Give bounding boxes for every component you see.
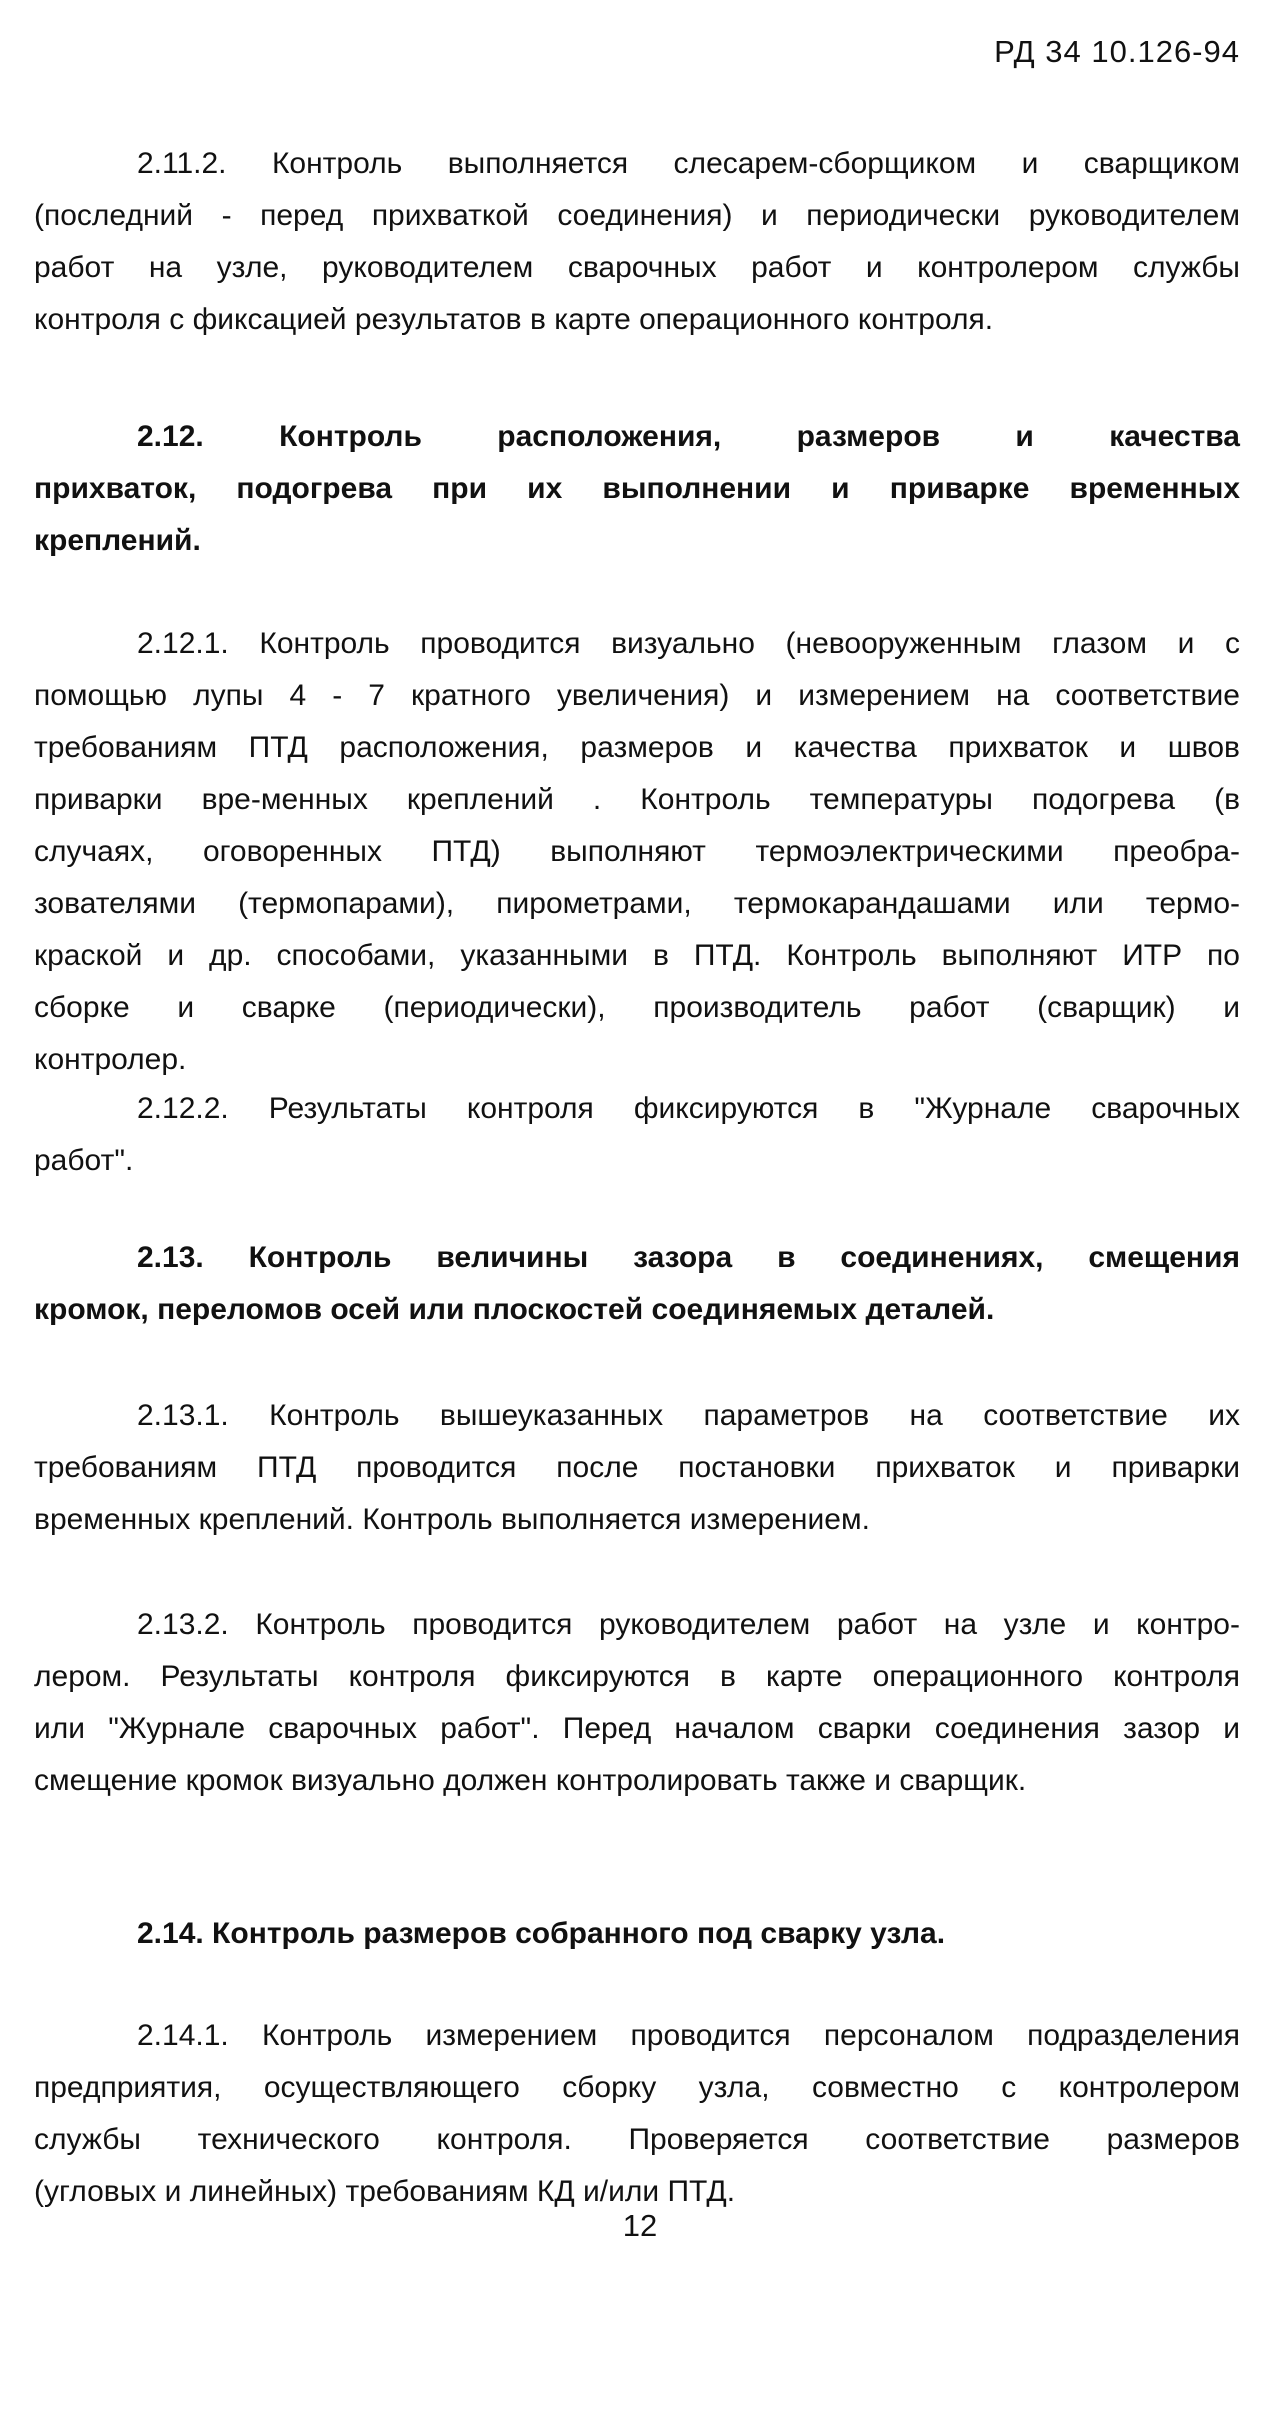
text-line: (последний - перед прихваткой соединения) и периодически руководителем xyxy=(34,199,1240,232)
text-line: 2.13.2. Контроль проводится руководителем работ на узле и контро- xyxy=(137,1608,1240,1641)
paragraph xyxy=(34,1599,1240,1807)
text-line: 2.13. Контроль величины зазора в соединениях, смещения xyxy=(137,1241,1240,1274)
text-line: креплений. xyxy=(34,524,201,557)
text-line: работ". xyxy=(34,1144,134,1177)
page-number: 12 xyxy=(622,2208,658,2243)
text-line: 2.11.2. Контроль выполняется слесарем-сборщиком и сварщиком xyxy=(137,147,1240,180)
text-line: работ на узле, руководителем сварочных работ и контролером службы xyxy=(34,251,1240,284)
text-line: 2.14. Контроль размеров собранного под сварку узла. xyxy=(137,1917,946,1950)
text-line: службы технического контроля. Проверяется соответствие размеров xyxy=(34,2123,1240,2156)
text-line: контроля с фиксацией результатов в карте операционного контроля. xyxy=(34,303,994,336)
text-line: смещение кромок визуально должен контролировать также и сварщик. xyxy=(34,1764,1027,1797)
text-line: сборке и сварке (периодически), производитель работ (сварщик) и xyxy=(34,991,1240,1024)
text-line: 2.12.1. Контроль проводится визуально (невооруженным глазом и с xyxy=(137,627,1240,660)
text-line: требованиям ПТД расположения, размеров и качества прихваток и швов xyxy=(34,731,1240,764)
section-heading xyxy=(34,411,1240,567)
paragraph xyxy=(34,138,1240,346)
text-line: прихваток, подогрева при их выполнении и приварке временных xyxy=(34,472,1240,505)
paragraph xyxy=(34,1083,1240,1187)
text-line: контролер. xyxy=(34,1043,187,1076)
paragraph xyxy=(34,2010,1240,2218)
paragraph xyxy=(34,1390,1240,1546)
text-line: (угловых и линейных) требованиям КД и/или ПТД. xyxy=(34,2175,736,2208)
text-line: лером. Результаты контроля фиксируются в карте операционного контроля xyxy=(34,1660,1240,1693)
document-header-code: РД 34 10.126-94 xyxy=(994,34,1240,69)
text-line: временных креплений. Контроль выполняется измерением. xyxy=(34,1503,870,1536)
section-heading xyxy=(34,1232,1240,1336)
text-line: 2.13.1. Контроль вышеуказанных параметров на соответствие их xyxy=(137,1399,1240,1432)
text-line: краской и др. способами, указанными в ПТД. Контроль выполняют ИТР по xyxy=(34,939,1240,972)
text-line: случаях, оговоренных ПТД) выполняют термоэлектрическими преобра- xyxy=(34,835,1240,868)
text-line: зователями (термопарами), пирометрами, термокарандашами или термо- xyxy=(34,887,1240,920)
text-line: 2.14.1. Контроль измерением проводится персоналом подразделения xyxy=(137,2019,1240,2052)
section-heading xyxy=(34,1908,1240,1960)
text-line: кромок, переломов осей или плоскостей соединяемых деталей. xyxy=(34,1293,995,1326)
text-line: требованиям ПТД проводится после постановки прихваток и приварки xyxy=(34,1451,1240,1484)
text-line: 2.12.2. Результаты контроля фиксируются в "Журнале сварочных xyxy=(137,1092,1240,1125)
text-line: или "Журнале сварочных работ". Перед началом сварки соединения зазор и xyxy=(34,1712,1240,1745)
paragraph xyxy=(34,618,1240,1086)
text-line: 2.12. Контроль расположения, размеров и качества xyxy=(137,420,1240,453)
text-line: приварки вре-менных креплений . Контроль температуры подогрева (в xyxy=(34,783,1240,816)
text-line: предприятия, осуществляющего сборку узла, совместно с контролером xyxy=(34,2071,1240,2104)
text-line: помощью лупы 4 - 7 кратного увеличения) и измерением на соответствие xyxy=(34,679,1240,712)
